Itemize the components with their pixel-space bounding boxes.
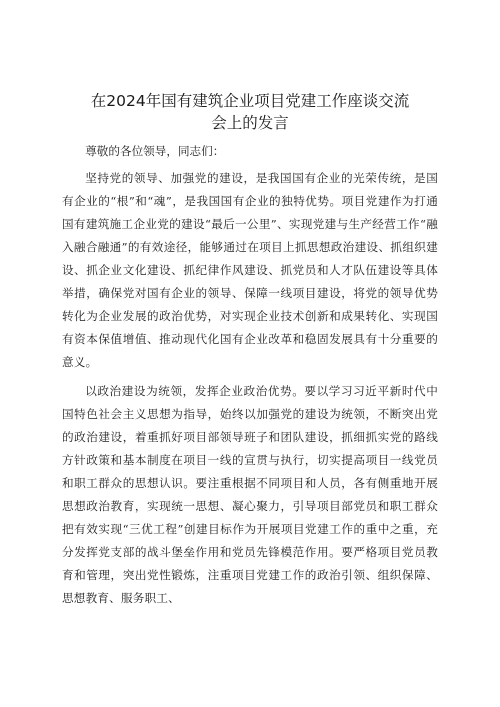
title-line-2: 会上的发言 [211,114,289,132]
page-title [62,90,438,134]
paragraph-1: 坚持党的领导、加强党的建设，是我国国有企业的光荣传统，是国有企业的“根”和“魂”，是我国国有企业的独特优势。项目党建作为打通国有建筑施工企业党的建设“最后一公里”、实现党建与生产经营工作“融入融合融通”的有效途径，能够通过在项目上抓思想政治建设、抓组织建设、抓企业文化建设、抓纪律作风建设、抓党员和人才队伍建设等具体举措，确保党对国有企业的领导、保障一线项目建设，将党的领导优势转化为企业发展的政治优势，对实现企业技术创新和成果转化、实现国有资本保值增值、推动现代化国有企业改革和稳固发展具有十分重要的意义。 [62,171,438,369]
salutation: 尊敬的各位领导，同志们： [85,144,225,158]
paragraph-2: 以政治建设为统领，发挥企业政治优势。要以学习习近平新时代中国特色社会主义思想为指导，始终以加强党的建设为统领，不断突出党的政治建设，着重抓好项目部领导班子和团队建设，抓细抓实党的路线方针政策和基本制度在项目一线的宣贯与执行，切实提高项目一线党员和职工群众的思想认识。要注重根据不同项目和人员，各有侧重地开展思想政治教育，实现统一思想、凝心聚力，引导项目部党员和职工群众把有效实现“三优工程”创建目标作为开展项目党建工作的重中之重，充分发挥党支部的战斗堡垒作用和党员先锋模范作用。要严格项目党员教育和管理，突出党性锻炼，注重项目党建工作的政治引领、组织保障、思想教育、服务职工、 [62,384,438,605]
title-line-1: 在2024年国有建筑企业项目党建工作座谈交流 [90,92,410,110]
